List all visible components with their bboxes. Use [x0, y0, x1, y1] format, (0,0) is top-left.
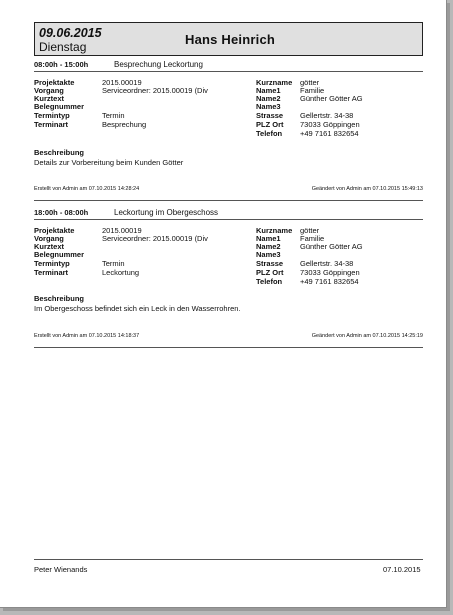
field-value: Familie	[300, 234, 325, 243]
field-row	[34, 268, 423, 277]
field-value: götter	[300, 78, 320, 87]
field-label: Kurzname	[256, 226, 293, 235]
appointment-subject: Besprechung Leckortung	[114, 60, 203, 69]
field-row	[34, 129, 423, 138]
field-value: 73033 Göppingen	[300, 120, 360, 129]
field-row	[34, 102, 423, 111]
field-value: 73033 Göppingen	[300, 268, 360, 277]
header-date: 09.06.2015	[39, 26, 102, 40]
field-label: Strasse	[256, 259, 284, 268]
appointment-separator	[34, 200, 423, 201]
field-value: Besprechung	[102, 120, 147, 129]
field-value: 2015.00019	[102, 226, 142, 235]
field-label: Kurztext	[34, 242, 65, 251]
appointment-separator	[34, 347, 423, 348]
field-row	[34, 250, 423, 259]
field-value: Familie	[300, 86, 325, 95]
field-label: Name2	[256, 94, 281, 103]
day-header	[34, 22, 423, 56]
field-label: Telefon	[256, 277, 283, 286]
field-value: Günther Götter AG	[300, 242, 363, 251]
header-person: Hans Heinrich	[185, 32, 276, 47]
field-label: Name2	[256, 242, 281, 251]
field-label: Name3	[256, 250, 281, 259]
field-label: PLZ Ort	[256, 120, 284, 129]
field-value: Serviceordner: 2015.00019 (Div	[102, 234, 208, 243]
field-label: Terminart	[34, 120, 69, 129]
field-row	[34, 111, 423, 120]
field-label: Terminart	[34, 268, 69, 277]
field-label: Name1	[256, 234, 281, 243]
header-weekday: Dienstag	[39, 40, 87, 54]
field-label: Telefon	[256, 129, 283, 138]
field-label: PLZ Ort	[256, 268, 284, 277]
field-value: Termin	[102, 259, 125, 268]
appointment-time: 18:00h - 08:00h	[34, 208, 89, 217]
field-label: Belegnummer	[34, 250, 85, 259]
field-label: Belegnummer	[34, 102, 85, 111]
modified-info: Geändert von Admin am 07.10.2015 15:49:13	[311, 186, 423, 192]
field-label: Vorgang	[34, 86, 64, 95]
field-label: Kurztext	[34, 94, 65, 103]
field-label: Strasse	[256, 111, 284, 120]
field-label: Vorgang	[34, 234, 64, 243]
created-info: Erstellt von Admin am 07.10.2015 14:18:37	[34, 333, 140, 339]
field-label: Kurzname	[256, 78, 293, 87]
field-value: Termin	[102, 111, 125, 120]
field-row	[34, 277, 423, 286]
field-label: Projektakte	[34, 78, 75, 87]
footer-divider	[34, 559, 423, 560]
footer-author: Peter Wienands	[34, 565, 88, 574]
description-title: Beschreibung	[34, 148, 85, 157]
created-info: Erstellt von Admin am 07.10.2015 14:28:24	[34, 186, 140, 192]
field-label: Termintyp	[34, 111, 70, 120]
field-label: Projektakte	[34, 226, 75, 235]
field-label: Name1	[256, 86, 281, 95]
field-value: 2015.00019	[102, 78, 142, 87]
appointment-time: 08:00h - 15:00h	[34, 60, 89, 69]
field-value: götter	[300, 226, 320, 235]
field-label: Termintyp	[34, 259, 70, 268]
field-value: Günther Götter AG	[300, 94, 363, 103]
field-value: Gellertstr. 34-38	[300, 259, 354, 268]
field-row	[34, 120, 423, 129]
field-value: Leckortung	[102, 268, 140, 277]
description-text: Details zur Vorbereitung beim Kunden Götter	[34, 158, 184, 167]
field-row	[34, 259, 423, 268]
modified-info: Geändert von Admin am 07.10.2015 14:25:19	[311, 333, 423, 339]
description-text: Im Obergeschoss befindet sich ein Leck in den Wasserrohren.	[34, 304, 241, 313]
appointment-divider	[34, 219, 423, 220]
footer-date: 07.10.2015	[383, 565, 421, 574]
field-value: +49 7161 832654	[300, 129, 359, 138]
field-value: Gellertstr. 34-38	[300, 111, 354, 120]
appointment-subject: Leckortung im Obergeschoss	[114, 208, 219, 217]
field-value: +49 7161 832654	[300, 277, 359, 286]
field-label: Name3	[256, 102, 281, 111]
description-title: Beschreibung	[34, 294, 85, 303]
field-value: Serviceordner: 2015.00019 (Div	[102, 86, 208, 95]
appointment-divider	[34, 71, 423, 72]
